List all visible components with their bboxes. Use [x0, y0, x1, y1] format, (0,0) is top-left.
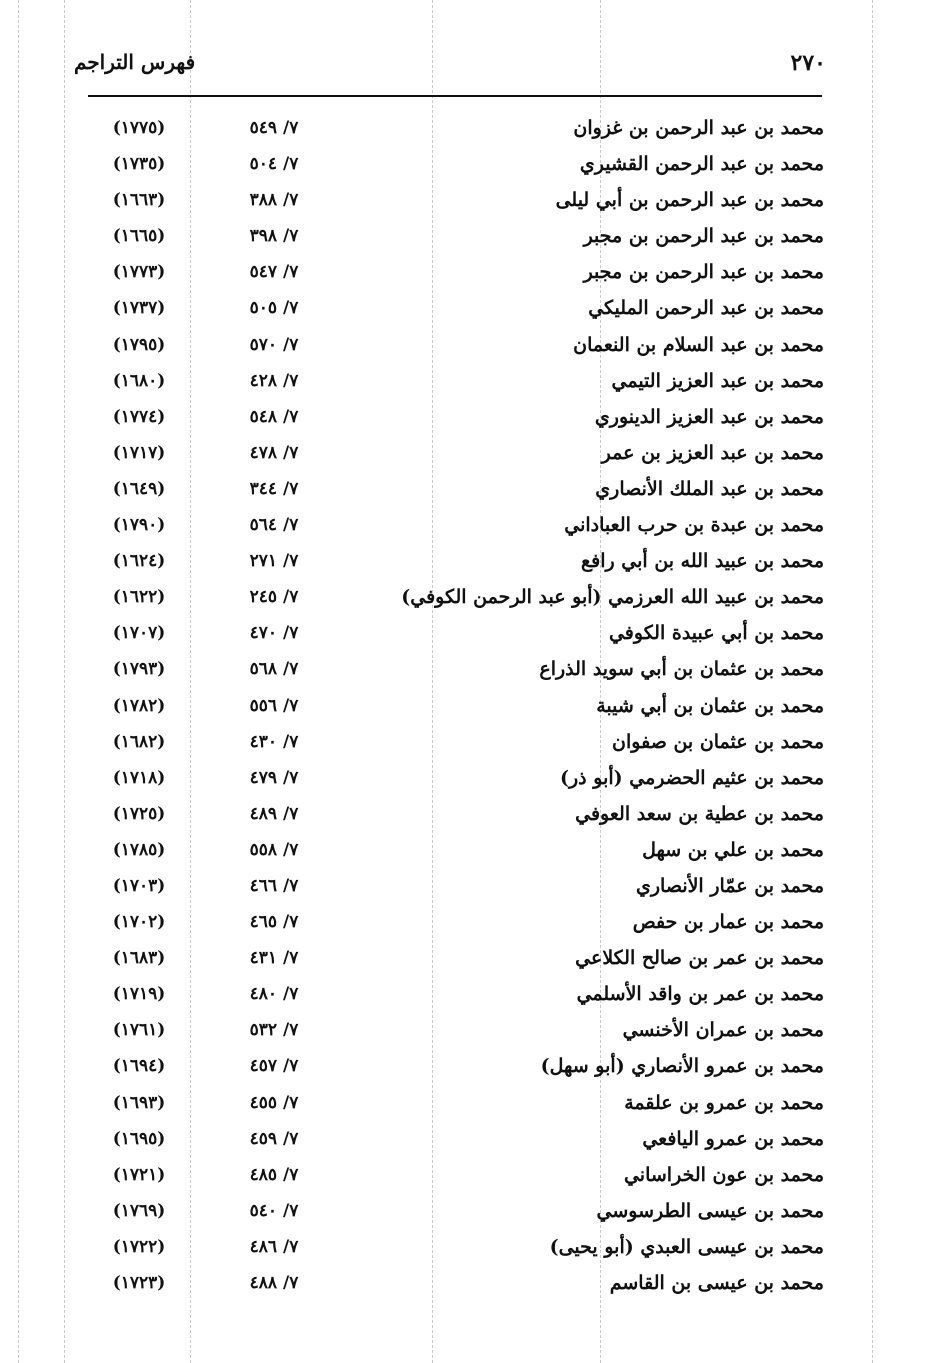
entry-volume-page: ٧/ ٥٦٨ [249, 659, 299, 680]
index-entry [88, 1193, 824, 1229]
header-rule [88, 95, 822, 97]
entry-number: (١٦٢٢) [112, 587, 166, 608]
index-entry [88, 363, 824, 399]
entry-number: (١٧٢١) [112, 1164, 166, 1185]
entry-name: محمد بن عثمان بن صفوان [612, 730, 824, 753]
entry-name: محمد بن عبد العزيز بن عمر [601, 441, 824, 464]
entry-volume-page: ٧/ ٤٨٩ [249, 803, 299, 824]
entry-name: محمد بن عثمان بن أبي شيبة [596, 694, 824, 717]
entry-volume-page: ٧/ ٤٣١ [249, 948, 299, 969]
index-entries [88, 110, 824, 1301]
page-number: ٢٧٠ [790, 50, 826, 76]
entry-name: محمد بن عمار بن حفص [632, 911, 824, 934]
entry-number: (١٧٠٧) [112, 623, 166, 644]
entry-volume-page: ٧/ ٤٥٥ [249, 1092, 299, 1113]
entry-name: محمد بن عبد الرحمن القشيري [579, 153, 824, 176]
entry-name: محمد بن عبيد الله العرزمي (أبو عبد الرحمن الكوفي) [401, 586, 824, 609]
entry-name: محمد بن عيسى بن القاسم [609, 1272, 824, 1294]
entry-number: (١٧٧٣) [112, 262, 166, 283]
entry-number: (١٦٢٤) [112, 551, 166, 572]
entry-volume-page: ٧/ ٤٨٦ [249, 1236, 299, 1257]
index-entry [88, 1121, 824, 1157]
entry-volume-page: ٧/ ٢٧١ [249, 551, 299, 572]
entry-name: محمد بن عمر بن واقد الأسلمي [576, 983, 824, 1006]
entry-volume-page: ٧/ ٤٧٨ [249, 442, 299, 463]
entry-number: (١٧٩٣) [112, 659, 166, 680]
entry-volume-page: ٧/ ٥٣٢ [249, 1020, 299, 1041]
entry-volume-page: ٧/ ٥٦٤ [249, 515, 299, 536]
entry-name: محمد بن عبيد الله بن أبي رافع [581, 550, 824, 573]
entry-name: محمد بن عثمان بن أبي سويد الذراع [539, 658, 824, 681]
entry-number: (١٧٢٣) [112, 1273, 166, 1293]
entry-number: (١٧٧٥) [112, 118, 166, 138]
entry-name: محمد بن عطية بن سعد العوفي [575, 802, 824, 825]
entry-name: محمد بن علي بن سهل [642, 838, 824, 861]
entry-volume-page: ٧/ ٥٠٤ [249, 154, 299, 175]
entry-number: (١٧٣٧) [112, 298, 166, 319]
entry-volume-page: ٧/ ٤٦٦ [249, 875, 299, 896]
index-entry [88, 1048, 824, 1084]
index-entry [88, 579, 824, 615]
index-entry [88, 218, 824, 254]
index-entry [88, 471, 824, 507]
entry-number: (١٧٨٢) [112, 695, 166, 716]
entry-volume-page: ٧/ ٤٣٠ [249, 731, 299, 752]
entry-name: محمد بن عمرو الأنصاري (أبو سهل) [540, 1055, 824, 1078]
index-entry [88, 796, 824, 832]
index-entry [88, 327, 824, 363]
entry-number: (١٧٠٣) [112, 875, 166, 896]
entry-volume-page: ٧/ ٥٤٠ [249, 1200, 299, 1221]
entry-volume-page: ٧/ ٤٨٨ [249, 1273, 299, 1293]
index-entry [88, 976, 824, 1012]
index-entry [88, 1012, 824, 1048]
entry-name: محمد بن عمران الأخنسي [622, 1019, 824, 1042]
index-entry [88, 399, 824, 435]
entry-volume-page: ٧/ ٣٤٤ [249, 478, 299, 499]
entry-name: محمد بن عيسى الطرسوسي [596, 1199, 824, 1222]
index-entry [88, 760, 824, 796]
index-entry [88, 724, 824, 760]
entry-name: محمد بن عبد الرحمن بن أبي ليلى [555, 189, 824, 212]
index-entry [88, 1229, 824, 1265]
index-entry [88, 1265, 824, 1301]
entry-volume-page: ٧/ ٥٥٦ [249, 695, 299, 716]
entry-name: محمد بن عبد الرحمن بن غزوان [573, 117, 824, 139]
entry-number: (١٦٨٢) [112, 731, 166, 752]
entry-number: (١٦٤٩) [112, 478, 166, 499]
entry-name: محمد بن عيسى العبدي (أبو يحيى) [549, 1235, 824, 1258]
entry-number: (١٦٩٤) [112, 1056, 166, 1077]
margin-guide-line [872, 0, 873, 1363]
index-entry [88, 688, 824, 724]
entry-number: (١٦٦٥) [112, 226, 166, 247]
entry-number: (١٦٩٣) [112, 1092, 166, 1113]
entry-number: (١٦٨٠) [112, 370, 166, 391]
index-entry [88, 904, 824, 940]
entry-volume-page: ٧/ ٥٤٩ [249, 118, 299, 138]
entry-volume-page: ٧/ ٣٨٨ [249, 190, 299, 211]
entry-number: (١٧٦١) [112, 1020, 166, 1041]
entry-volume-page: ٧/ ٤٢٨ [249, 370, 299, 391]
index-entry [88, 146, 824, 182]
entry-number: (١٧٣٥) [112, 154, 166, 175]
index-entry [88, 832, 824, 868]
entry-volume-page: ٧/ ٣٩٨ [249, 226, 299, 247]
entry-volume-page: ٧/ ٢٤٥ [249, 587, 299, 608]
index-entry [88, 1157, 824, 1193]
entry-volume-page: ٧/ ٥٤٨ [249, 406, 299, 427]
entry-number: (١٧٨٥) [112, 839, 166, 860]
index-entry [88, 543, 824, 579]
entry-volume-page: ٧/ ٥٤٧ [249, 262, 299, 283]
entry-number: (١٧١٩) [112, 984, 166, 1005]
entry-volume-page: ٧/ ٤٥٩ [249, 1128, 299, 1149]
entry-volume-page: ٧/ ٤٦٥ [249, 912, 299, 933]
entry-number: (١٧٦٩) [112, 1200, 166, 1221]
entry-name: محمد بن عبد العزيز الدينوري [594, 405, 824, 428]
entry-number: (١٧٢٥) [112, 803, 166, 824]
index-entry [88, 1085, 824, 1121]
entry-number: (١٦٩٥) [112, 1128, 166, 1149]
entry-name: محمد بن عبد العزيز التيمي [611, 369, 824, 392]
entry-volume-page: ٧/ ٤٨٥ [249, 1164, 299, 1185]
index-entry [88, 651, 824, 687]
entry-name: محمد بن عون الخراساني [623, 1163, 824, 1186]
entry-name: محمد بن عمر بن صالح الكلاعي [575, 947, 824, 970]
entry-name: محمد بن عثيم الحضرمي (أبو ذر) [560, 766, 824, 789]
index-entry [88, 435, 824, 471]
entry-number: (١٦٨٣) [112, 948, 166, 969]
entry-volume-page: ٧/ ٤٥٧ [249, 1056, 299, 1077]
entry-volume-page: ٧/ ٤٨٠ [249, 984, 299, 1005]
entry-number: (١٧٢٢) [112, 1236, 166, 1257]
entry-name: محمد بن عبد الرحمن بن مجبر [583, 261, 824, 284]
entry-volume-page: ٧/ ٥٠٥ [249, 298, 299, 319]
index-entry [88, 940, 824, 976]
entry-number: (١٧٩٥) [112, 334, 166, 355]
entry-number: (١٧٠٢) [112, 912, 166, 933]
index-entry [88, 615, 824, 651]
entry-number: (١٧٧٤) [112, 406, 166, 427]
entry-volume-page: ٧/ ٤٧٩ [249, 767, 299, 788]
entry-volume-page: ٧/ ٥٧٠ [249, 334, 299, 355]
entry-volume-page: ٧/ ٤٧٠ [249, 623, 299, 644]
index-entry [88, 507, 824, 543]
entry-name: محمد بن عبد الرحمن المليكي [588, 297, 824, 320]
entry-number: (١٧٩٠) [112, 515, 166, 536]
entry-number: (١٧١٧) [112, 442, 166, 463]
index-entry [88, 182, 824, 218]
entry-number: (١٧١٨) [112, 767, 166, 788]
index-entry [88, 868, 824, 904]
entry-name: محمد بن عمّار الأنصاري [636, 874, 824, 897]
entry-volume-page: ٧/ ٥٥٨ [249, 839, 299, 860]
entry-name: محمد بن عبد الرحمن بن مجبر [583, 225, 824, 248]
entry-name: محمد بن أبي عبيدة الكوفي [608, 622, 824, 645]
entry-number: (١٦٦٣) [112, 190, 166, 211]
index-entry [88, 290, 824, 326]
margin-guide-line [18, 0, 19, 1363]
entry-name: محمد بن عبد الملك الأنصاري [595, 477, 824, 500]
entry-name: محمد بن عمرو بن علقمة [624, 1091, 824, 1114]
entry-name: محمد بن عبد السلام بن النعمان [573, 333, 824, 356]
margin-guide-line [64, 0, 65, 1363]
page-title: فهرس التراجم [74, 50, 196, 74]
entry-name: محمد بن عبدة بن حرب العباداني [564, 514, 824, 537]
entry-name: محمد بن عمرو اليافعي [642, 1127, 824, 1150]
index-entry [88, 254, 824, 290]
index-entry [88, 110, 824, 146]
